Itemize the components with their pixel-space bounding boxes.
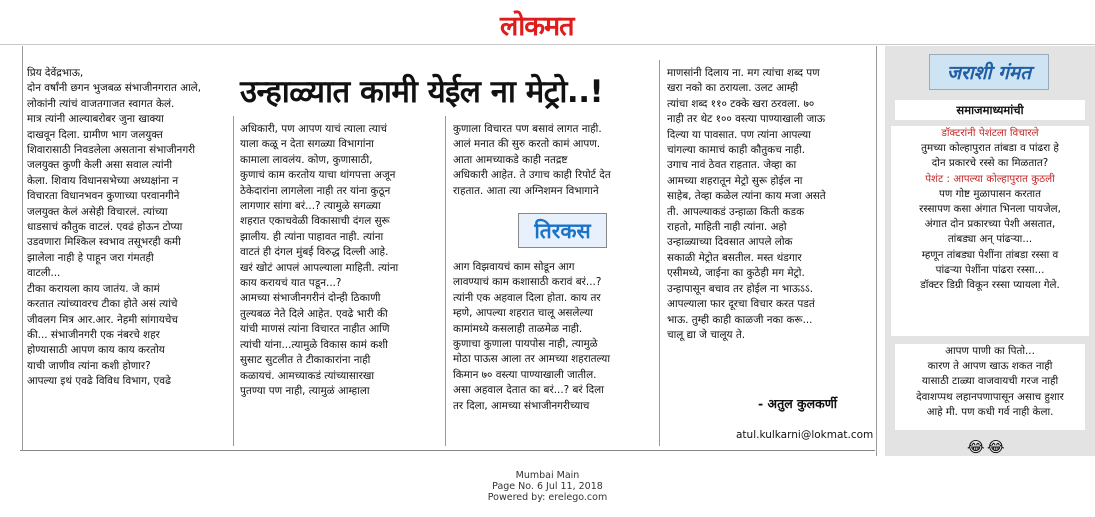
column-divider	[233, 116, 234, 446]
text-line: पुतण्या पण नाही, त्यामुळं आम्हाला	[240, 384, 370, 397]
sidebar-logo-text: जराशी गंमत	[946, 62, 1032, 84]
text-line: दोन वर्षांनी छगन भुजबळ संभाजीनगरात आले,	[27, 82, 202, 95]
page-footer	[0, 470, 1095, 503]
masthead	[0, 0, 1095, 44]
text-line: कामाला लावलंय. कोण, कुणासाठी,	[240, 153, 373, 166]
text-line: कुणाचा कुणाला पायपोस नाही, त्यामुळे	[453, 338, 598, 351]
text-line: केला. शिवाय विधानसभेच्या अध्यक्षांना न	[27, 174, 179, 187]
sidebar-subtitle-bar	[895, 100, 1085, 120]
text-line: आमच्या शहरातून मेट्रो सुरू होईल ना	[667, 174, 803, 187]
text-line: याची जाणीव त्यांना कशी होणार?	[27, 359, 151, 372]
text-line: पांढऱ्या पेशींना पांढरा रस्सा...	[935, 263, 1045, 276]
article-column-4	[667, 66, 826, 343]
text-line: उन्हापासून बचाव तर होईल ना भाऊऽऽ.	[667, 282, 814, 295]
text-line: दाखवून दिला. ग्रामीण भाग जलयुक्त	[27, 128, 163, 141]
masthead-divider	[0, 44, 1095, 45]
text-line: यासाठी टाळ्या वाजवायची गरज नाही	[921, 375, 1059, 388]
text-line: म्हणून तांबड्या पेशींना तांबडा रस्सा व	[921, 248, 1059, 261]
joke-box-2	[895, 344, 1085, 430]
text-line: त्यांची यांना...त्यामुळे विकास कामं कशी	[240, 338, 388, 351]
article-column-3-bottom	[453, 260, 610, 414]
text-line: एसीमध्ये, जाईना का कुठेही मग मेट्रो.	[667, 267, 805, 280]
text-line: आता आमच्याकडे काही नतद्रष्ट	[453, 153, 568, 166]
text-line: भाऊ. तुम्ही काही काळजी नका करू...	[667, 313, 813, 326]
text-line: दोन प्रकारचे रस्से का मिळतात?	[931, 157, 1049, 170]
text-line: जलयुक्त कुणी केली असा सवाल त्यांनी	[27, 159, 173, 172]
text-line: लागणार सांगा बरं...? त्यामुळे सगळ्या	[240, 200, 381, 213]
article-left-rule	[22, 46, 23, 450]
text-line: नाही तर थेट १०० वस्त्या पाण्याखाली जाऊ	[667, 113, 826, 126]
article-column-2	[240, 122, 398, 399]
text-line: राहतो, माहिती नाही त्यांना. अहो	[667, 221, 787, 234]
text-line: आपण पाणी का पितो...	[945, 345, 1035, 357]
text-line: जलयुक्त केलं असेही विचारलं. त्यांच्या	[27, 205, 168, 218]
text-line: सकाळी मेट्रोत बसतील. मस्त थंडगार	[667, 251, 802, 264]
text-line: आहे मी. पण कधी गर्व नाही केला.	[926, 405, 1054, 418]
text-line: पण गोष्ट मुळापासन करतात	[939, 187, 1041, 200]
text-line: आग विझवायचं काम सोडून आग	[453, 261, 575, 273]
text-line: शहरात एकाचवेळी विकासाची दंगल सुरू	[240, 215, 390, 228]
text-line: खरं खोटं आपलं आपल्याला माहिती. त्यांना	[240, 261, 399, 274]
text-line: देवाशप्पथ लहानपणापासून असाच हुशार	[916, 390, 1064, 403]
text-line: अधिकारी आहेत. ते उगाच काही रिपोर्ट देत	[453, 169, 611, 182]
text-line: आपल्या इथं एवढे विविध विभाग, एवढे	[27, 375, 171, 388]
joke-box-1	[891, 126, 1089, 336]
article-bottom-rule	[20, 450, 875, 451]
article-column-3-top	[453, 122, 611, 199]
text-line: खरा नको का ठरायला. उलट आम्ही	[667, 82, 799, 95]
text-line: कारण ते आपण खाऊ शकत नाही	[927, 360, 1053, 373]
text-line: ठेकेदारांना लागलेला नाही तर यांना कुठून	[240, 184, 391, 197]
text-line: डॉक्टरांनी पेशंटला विचारले	[941, 127, 1039, 139]
powered-by[interactable]: Powered by: erelego.com	[487, 492, 608, 503]
text-line: मात्र त्यांनी आल्याबरोबर जुना खाक्या	[27, 113, 164, 126]
text-line: माणसांनी दिलाय ना. मग त्यांचा शब्द पण	[667, 67, 820, 79]
text-line: कुणाला विचारत पण बसावं लागत नाही.	[453, 123, 602, 135]
text-line: विचारता विधानभवन कुणाच्या परवानगीने	[27, 190, 180, 203]
text-line: काय करायचं यात पडून...?	[240, 277, 342, 290]
text-line: आपल्याला फार दूरचा विचार करत पडतं	[667, 298, 815, 311]
text-line: चांगल्या कामाचं काही कौतुकच नाही.	[667, 144, 806, 157]
author-byline: - अतुल कुलकर्णी	[758, 396, 837, 411]
text-line: झालीय. ही त्यांना पाहावत नाही. त्यांना	[240, 230, 384, 243]
text-line: कामांमध्ये कसलाही ताळमेळ नाही.	[453, 322, 583, 335]
text-line: पेशंट : आपल्या कोल्हापुरात कुठली	[925, 172, 1055, 185]
text-line: होण्यासाठी आपण काय काय करतोय	[27, 344, 165, 357]
column-divider	[876, 46, 877, 456]
text-line: ती. आपल्याकडं उन्हाळा किती कडक	[667, 205, 805, 218]
sidebar-subtitle: समाजमाध्यमांची	[956, 102, 1024, 117]
text-line: अंगात दोन प्रकारच्या पेशी असतात,	[924, 218, 1056, 231]
sidebar-logo	[929, 54, 1049, 90]
text-line: कळायचं. आमच्याकडं त्यांच्यासारखा	[240, 369, 375, 382]
text-line: असा अहवाल देतात का बरं...? बरं दिला	[453, 384, 604, 397]
text-line: की... संभाजीनगरी एक नंबरचे शहर	[27, 328, 160, 341]
text-line: टीका करायला काय जातंय. जे कामं	[27, 282, 160, 295]
text-line: डॉक्टर डिग्री विकून रस्सा प्यायला गेले.	[920, 279, 1060, 292]
laughing-emoji-icon: 😂	[987, 438, 1005, 456]
text-line: तुमच्या कोल्हापुरात तांबडा व पांढरा हे	[921, 142, 1059, 155]
text-line: त्यांनी एक अहवाल दिला होता. काय तर	[453, 291, 601, 304]
text-line: प्रिय देवेंद्रभाऊ,	[27, 67, 84, 79]
lokmat-logo: लोकमत	[500, 11, 574, 42]
text-line: मोठा पाऊस आला तर आमच्या शहरातल्या	[453, 353, 611, 366]
text-line: सुसाट सुटलीत ते टीकाकारांना नाही	[240, 354, 371, 367]
laughing-emoji-icon: 😂	[967, 438, 985, 456]
text-line: उडवणारा मिश्किल स्वभाव तसूभरही कमी	[27, 236, 181, 249]
text-line: याला कळू न देता सगळ्या विभागांना	[240, 138, 374, 151]
text-line: त्यांचा शब्द ११० टक्के खरा ठरवला. ७०	[667, 97, 815, 110]
text-line: आलं मनात की सुरु करतो कामं आपण.	[453, 138, 601, 151]
text-line: तुल्यबळ नेते दिले आहेत. एवढे भारी की	[240, 307, 388, 320]
text-line: तर दिला, आमच्या संभाजीनगरीच्याच	[453, 399, 590, 412]
article-headline: उन्हाळ्यात कामी येईल ना मेट्रो..!	[240, 74, 604, 110]
column-divider	[445, 116, 446, 446]
text-line: उगाच नावं ठेवत राहतात. जेव्हा का	[667, 159, 797, 172]
text-line: दिल्या या पावसात. पण त्यांना आपल्या	[667, 128, 811, 141]
text-line: चालू द्या जे चालूय ते.	[667, 328, 746, 341]
text-line: यांची माणसं त्यांना विचारत नाहीत आणि	[240, 323, 390, 336]
text-line: तांबड्या अन् पांढऱ्या...	[947, 233, 1033, 246]
tiraks-label: तिरकस	[534, 218, 591, 243]
text-line: लोकांनी त्यांचं वाजतगाजत स्वागत केलं.	[27, 97, 175, 110]
text-line: लावण्याचं काम कशासाठी करावं बरं...?	[453, 276, 602, 289]
article-column-1	[27, 66, 201, 390]
text-line: किमान ७० वस्त्या पाण्याखाली जातील.	[453, 368, 597, 381]
text-line: झालेला नाही हे पाहून जरा गंमतही	[27, 251, 154, 264]
text-line: जीवलग मित्र आर.आर. नेहमी सांगायचेच	[27, 313, 178, 326]
edition-name: Mumbai Main	[515, 470, 580, 481]
text-line: कुणाचं काम करतोय याचा थांगपत्ता अजून	[240, 169, 396, 182]
text-line: धाडसाचं कौतुक वाटलं. एवढं होऊन टोप्या	[27, 221, 183, 234]
sidebar-jarashi-gammat	[885, 46, 1095, 456]
text-line: आमच्या संभाजीनगरीनं दोन्ही ठिकाणी	[240, 292, 381, 305]
text-line: उन्हाळ्याच्या दिवसात आपले लोक	[667, 236, 793, 249]
text-line: साहेब, तेव्हा कळेल त्यांना काय मजा असते	[667, 190, 826, 203]
text-line: वाटतं ही दंगल मुंबई विरुद्ध दिल्ली आहे.	[240, 246, 389, 259]
author-email[interactable]: atul.kulkarni@lokmat.com	[736, 429, 874, 441]
text-line: राहतात. आता त्या अग्निशमन विभागाने	[453, 184, 599, 197]
text-line: वाटली...	[27, 267, 61, 280]
page-info: Page No. 6 Jul 11, 2018	[492, 481, 603, 492]
tiraks-column-badge	[518, 213, 607, 248]
column-divider	[659, 60, 660, 446]
text-line: अधिकारी, पण आपण याचं त्याला त्याचं	[240, 123, 388, 135]
text-line: रस्सापण कसा अंगात भिनला पायजेल,	[919, 203, 1061, 216]
text-line: म्हणे, आपल्या शहरात चालू असलेल्या	[453, 307, 593, 320]
text-line: शिवारासाठी निवडलेला असताना संभाजीनगरी	[27, 144, 196, 157]
text-line: करतात त्यांच्यावरच टीका होते असं त्यांचे	[27, 298, 178, 311]
